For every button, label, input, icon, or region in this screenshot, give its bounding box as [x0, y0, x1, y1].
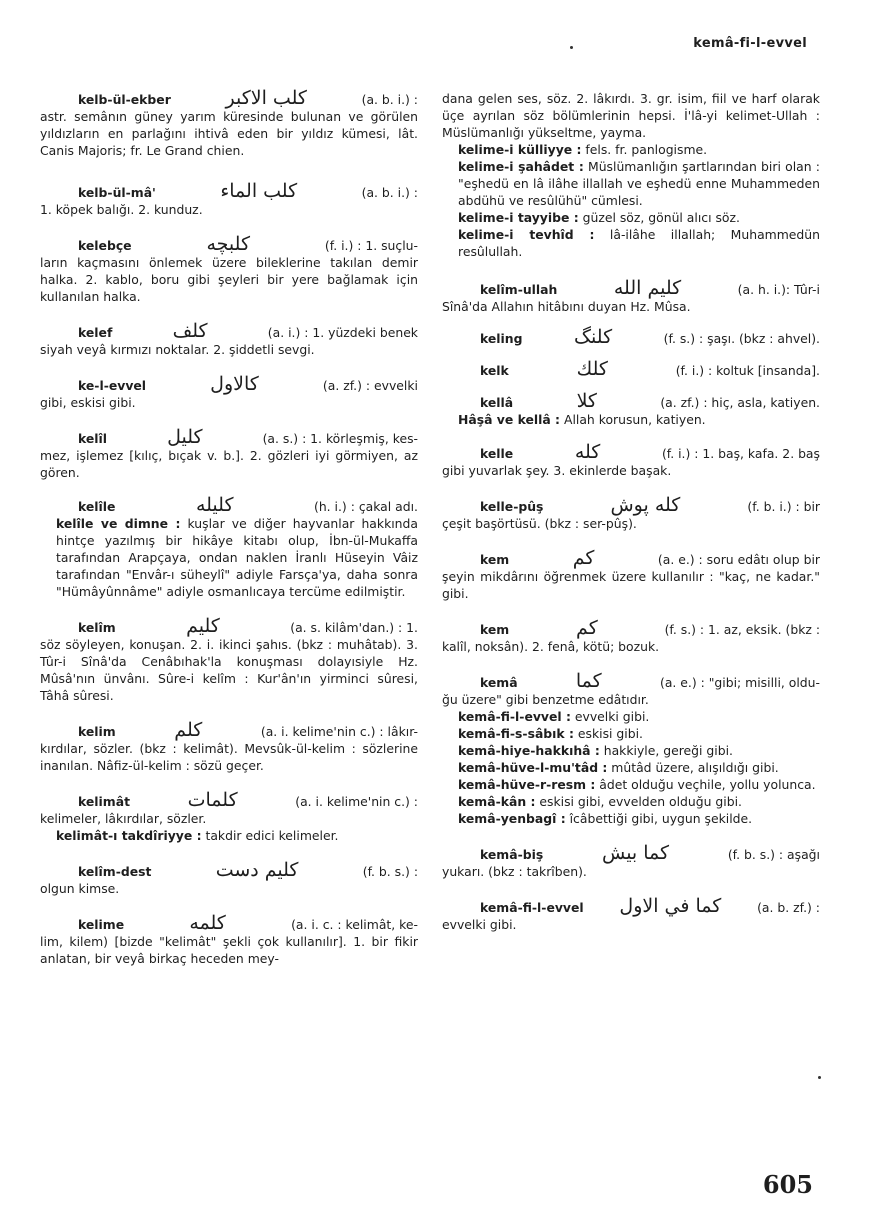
- sub-entry-label: kemâ-fi-l-evvel :: [458, 709, 571, 724]
- sub-entry-definition: âdet olduğu veçhile, yollu yolunca.: [599, 777, 816, 792]
- arabic-script: كلف: [172, 320, 208, 342]
- headword-line: [442, 326, 820, 348]
- sub-entry: [442, 708, 820, 725]
- sub-entry-definition: Allah korusun, katiyen.: [563, 412, 706, 427]
- headword: kelîm-dest: [78, 864, 152, 879]
- arabic-script: كلك: [576, 358, 608, 380]
- dictionary-entry: [40, 233, 418, 305]
- sub-entry-label: Hâşâ ve kellâ :: [458, 412, 561, 427]
- headword-line: [40, 859, 418, 881]
- sub-entry: [40, 515, 418, 600]
- dictionary-entry: [40, 373, 418, 411]
- headword: kelîm: [78, 620, 116, 635]
- definition: dana gelen ses, söz. 2. lâkırdı. 3. gr. isim, fiil ve harf olarak üçe ayrılan söz bölümlerinin hepsi. İ'lâ-yi kelimet-Ullah : Müslümanlığı yükseltme, yayma.: [442, 91, 820, 140]
- grammar-info: (a. i. kelime'nin c.) :: [295, 794, 418, 809]
- grammar-info: (f. s.) : 1. az, eksik. (bkz :: [664, 622, 820, 637]
- sub-entry-definition: takdir edici kelimeler.: [205, 828, 339, 843]
- sub-entry-label: kemâ-hüve-l-mu'tâd :: [458, 760, 608, 775]
- headword-line: [442, 547, 820, 569]
- grammar-info: (a. e.) : "gibi; misilli, oldu-: [659, 675, 820, 690]
- definition: ların kaçmasını önlemek üzere bileklerine takılan demir halka. 2. kablo, boru gibi şeyleri bir yere bağlamak için kullanılan halka.: [40, 255, 418, 304]
- headword-line: [40, 87, 418, 109]
- arabic-script: كلا: [576, 390, 597, 412]
- sub-entry-label: kemâ-fi-s-sâbık :: [458, 726, 574, 741]
- headword-line: [40, 373, 418, 395]
- headword: kemâ: [480, 675, 518, 690]
- dictionary-entry: [442, 326, 820, 348]
- dictionary-entry: [40, 859, 418, 897]
- definition: evvelki gibi.: [442, 917, 517, 932]
- grammar-info: (a. h. i.): Tûr-i: [737, 282, 820, 297]
- definition: astr. semânın güney yarım küresinde bulunan ve görülen yıldızların en parlağını ihtivâ eden bir yıldız kümesi, lât. Canis Majoris; fr. Le Grand chien.: [40, 109, 418, 158]
- dictionary-entry: [442, 670, 820, 827]
- sub-entry-definition: Müslümanlığın şartlarından biri olan : "eşhedü en lâ ilâhe illallah ve eşhedü enne Muhammeden abdühü ve resûlühü" cümlesi.: [458, 159, 820, 208]
- headword-line: [40, 615, 418, 637]
- sub-entry: [442, 226, 820, 260]
- arabic-script: كلم: [174, 719, 203, 741]
- headword: kelef: [78, 325, 113, 340]
- definition: siyah veyâ kırmızı noktalar. 2. şiddetli sevgi.: [40, 342, 315, 357]
- arabic-script: كم: [576, 617, 598, 639]
- headword: kelîm-ullah: [480, 282, 558, 297]
- sub-entry-definition: güzel söz, gönül alıcı söz.: [582, 210, 740, 225]
- arabic-script: كله: [574, 441, 601, 463]
- headword: kelîl: [78, 431, 108, 446]
- grammar-info: (f. b. s.) : aşağı: [727, 847, 820, 862]
- sub-entry: [40, 827, 418, 844]
- headword: kemâ-fi-l-evvel: [480, 900, 584, 915]
- sub-entry: [442, 725, 820, 742]
- grammar-info: (a. zf.) : hiç, asla, katiyen.: [660, 395, 820, 410]
- sub-entry: [442, 141, 820, 158]
- arabic-script: كله پوش: [610, 494, 681, 516]
- sub-entry: [442, 158, 820, 209]
- dictionary-entry: [40, 320, 418, 358]
- definition: ğu üzere" gibi benzetme edâtıdır.: [442, 692, 649, 707]
- grammar-info: (f. i.) : 1. baş, kafa. 2. baş: [661, 446, 820, 461]
- definition: Sînâ'da Allahın hitâbını duyan Hz. Mûsa.: [442, 299, 691, 314]
- print-speck: [570, 46, 573, 49]
- grammar-info: (f. b. i.) : bir: [747, 499, 820, 514]
- grammar-info: (a. s. kilâm'dan.) : 1.: [290, 620, 418, 635]
- sub-entry-label: kemâ-hüve-r-resm :: [458, 777, 596, 792]
- dictionary-entry: [40, 426, 418, 481]
- dictionary-entry: [442, 617, 820, 655]
- arabic-script: كم: [572, 547, 595, 569]
- dictionary-entry: [442, 494, 820, 532]
- arabic-script: كلنگ: [574, 326, 613, 348]
- headword-line: [40, 320, 418, 342]
- sub-entry-definition: lâ-ilâhe illallah; Muhammedün resûlullah.: [458, 227, 821, 259]
- headword: kelim: [78, 724, 116, 739]
- sub-entry-label: kemâ-yenbagî :: [458, 811, 566, 826]
- print-speck: [818, 1076, 821, 1079]
- sub-entry: [442, 810, 820, 827]
- definition: şeyin mikdârını öğrenmek üzere kullanılır : "kaç, ne kadar." gibi.: [442, 569, 820, 601]
- sub-entry: [442, 209, 820, 226]
- grammar-info: (h. i.) : çakal adı.: [313, 499, 418, 514]
- definition: kalîl, noksân). 2. fenâ, kötü; bozuk.: [442, 639, 660, 654]
- sub-entry-definition: hakkiyle, gereği gibi.: [603, 743, 733, 758]
- sub-entry-definition: fels. fr. panlogisme.: [585, 142, 708, 157]
- sub-entry-label: kelime-i tayyibe :: [458, 210, 579, 225]
- headword-line: [442, 617, 820, 639]
- sub-entry-definition: eskisi gibi.: [577, 726, 643, 741]
- arabic-script: كليم دست: [215, 859, 299, 881]
- headword: kemâ-biş: [480, 847, 544, 862]
- grammar-info: (a. b. zf.) :: [757, 900, 820, 915]
- headword-line: [40, 180, 418, 202]
- headword-line: [40, 233, 418, 255]
- grammar-info: (f. s.) : şaşı. (bkz : ahvel).: [663, 331, 820, 346]
- sub-entry: [442, 793, 820, 810]
- grammar-info: (a. i. c. : kelimât, ke-: [291, 917, 418, 932]
- arabic-script: كلبچه: [206, 233, 251, 255]
- headword-line: [40, 719, 418, 741]
- arabic-script: كما بيش: [601, 842, 670, 864]
- dictionary-entry: [442, 358, 820, 380]
- page-number: 605: [762, 1170, 813, 1199]
- sub-entry-label: kelimât-ı takdîriyye :: [56, 828, 202, 843]
- headword: kelk: [480, 363, 509, 378]
- definition: yukarı. (bkz : takrîben).: [442, 864, 587, 879]
- grammar-info: (a. b. i.) :: [361, 92, 418, 107]
- left-column: [40, 87, 418, 967]
- grammar-info: (a. e.) : soru edâtı olup bir: [657, 552, 820, 567]
- arabic-script: كما في الاول: [619, 895, 722, 917]
- definition: 1. köpek balığı. 2. kunduz.: [40, 202, 203, 217]
- headword: kem: [480, 552, 510, 567]
- headword-line: [442, 895, 820, 917]
- definition: kelimeler, lâkırdılar, sözler.: [40, 811, 207, 826]
- definition: gibi, eskisi gibi.: [40, 395, 136, 410]
- sub-entry: [442, 759, 820, 776]
- arabic-script: كليم الله: [613, 277, 682, 299]
- headword: kelimât: [78, 794, 131, 809]
- sub-entry-definition: eskisi gibi, evvelden olduğu gibi.: [539, 794, 742, 809]
- sub-entry-label: kemâ-kân :: [458, 794, 536, 809]
- definition: söz söyleyen, konuşan. 2. i. ikinci şahıs. (bkz : muhâtab). 3. Tûr-i Sînâ'da Cenâbıhak'la konuşması dolayısiyle Hz. Mûsâ'nın ünvânı. Sûre-i kelîm : Kur'ân'ın yirminci sûresi, Tâhâ sûresi.: [40, 637, 418, 703]
- arabic-script: كليله: [195, 494, 234, 516]
- grammar-info: (a. zf.) : evvelki: [322, 378, 418, 393]
- headword-line: [442, 494, 820, 516]
- dictionary-entry: [442, 277, 820, 315]
- sub-entry-definition: îcâbettiği gibi, uygun şekilde.: [569, 811, 753, 826]
- headword: kelime: [78, 917, 125, 932]
- headword: kelîle: [78, 499, 116, 514]
- grammar-info: (a. i.) : 1. yüzdeki benek: [267, 325, 418, 340]
- headword-line: [442, 842, 820, 864]
- dictionary-entry: [442, 895, 820, 933]
- arabic-script: كلب الماء: [220, 180, 298, 202]
- dictionary-entry: [442, 547, 820, 602]
- headword-line: [40, 912, 418, 934]
- dictionary-entry: [442, 842, 820, 880]
- headword: kelb-ül-ekber: [78, 92, 171, 107]
- headword-line: [442, 358, 820, 380]
- dictionary-entry: [40, 912, 418, 967]
- sub-entry-definition: mûtâd üzere, alışıldığı gibi.: [611, 760, 779, 775]
- arabic-script: كلب الاكبر: [225, 87, 307, 109]
- sub-entry-definition: evvelki gibi.: [574, 709, 650, 724]
- definition: olgun kimse.: [40, 881, 120, 896]
- sub-entry: [442, 776, 820, 793]
- definition: kırdılar, sözler. (bkz : kelimât). Mevsûk-ül-kelim : sözlerine inanılan. Nâfiz-ül-kelim : sözü geçer.: [40, 741, 418, 773]
- headword: kelle-pûş: [480, 499, 544, 514]
- definition: lim, kilem) [bizde "kelimât" şekli çok kullanılır]. 1. bir fikir anlatan, bir veyâ birkaç heceden mey-: [40, 934, 418, 966]
- running-head: kemâ-fi-l-evvel: [693, 36, 807, 51]
- headword-line: [442, 441, 820, 463]
- sub-entry-label: kelîle ve dimne :: [56, 516, 181, 531]
- headword-line: [40, 426, 418, 448]
- dictionary-entry: [442, 390, 820, 428]
- grammar-info: (f. i.) : koltuk [insanda].: [675, 363, 820, 378]
- right-column: [442, 90, 820, 933]
- headword-line: [40, 494, 418, 516]
- dictionary-entry: [442, 441, 820, 479]
- dictionary-entry: [40, 719, 418, 774]
- headword-line: [442, 670, 820, 692]
- definition: çeşit başörtüsü. (bkz : ser-pûş).: [442, 516, 637, 531]
- dictionary-entry: [40, 494, 418, 600]
- arabic-script: كلمات: [187, 789, 238, 811]
- grammar-info: (a. b. i.) :: [361, 185, 418, 200]
- dictionary-entry: [40, 87, 418, 159]
- headword: kem: [480, 622, 510, 637]
- sub-entry-label: kelime-i tevhîd :: [458, 227, 595, 242]
- grammar-info: (f. b. s.) :: [362, 864, 418, 879]
- arabic-script: كالاول: [210, 373, 259, 395]
- headword: kelle: [480, 446, 514, 461]
- grammar-info: (a. s.) : 1. körleşmiş, kes-: [262, 431, 418, 446]
- grammar-info: (f. i.) : 1. suçlu-: [324, 238, 418, 253]
- dictionary-entry: [40, 615, 418, 704]
- headword: ke-l-evvel: [78, 378, 147, 393]
- dictionary-entry: [40, 789, 418, 844]
- sub-entry-label: kelime-i şahâdet :: [458, 159, 584, 174]
- sub-entry-label: kemâ-hiye-hakkıhâ :: [458, 743, 600, 758]
- dictionary-entry: [40, 180, 418, 218]
- grammar-info: (a. i. kelime'nin c.) : lâkır-: [260, 724, 418, 739]
- arabic-script: كلمه: [189, 912, 226, 934]
- headword-line: [40, 789, 418, 811]
- sub-entry-label: kelime-i külliyye :: [458, 142, 582, 157]
- sub-entry: [442, 742, 820, 759]
- sub-entry-definition: kuşlar ve diğer hayvanlar hakkında hintçe yazılmış bir hikâye kitabı olup, İbn-ül-Mukaffa tarafından Arapçaya, ondan naklen İranlı Hüseyin Vâiz tarafından "Envâr-ı süheylî" adiyle Farsça'ya, daha sonra "Hümâyûnnâme" adiyle osmanlıcaya tercüme edilmiştir.: [56, 516, 418, 599]
- definition: gibi yuvarlak şey. 3. ekinlerde başak.: [442, 463, 672, 478]
- arabic-script: كليل: [167, 426, 203, 448]
- dictionary-entry: [442, 90, 820, 260]
- headword: keling: [480, 331, 523, 346]
- headword-line: [442, 390, 820, 412]
- headword: kellâ: [480, 395, 514, 410]
- definition: mez, işlemez [kılıç, bıçak v. b.]. 2. gözleri iyi görmiyen, az gören.: [40, 448, 418, 480]
- headword-line: [442, 277, 820, 299]
- sub-entry: [442, 411, 820, 428]
- arabic-script: كما: [575, 670, 602, 692]
- headword: kelb-ül-mâ': [78, 185, 156, 200]
- arabic-script: كليم: [186, 615, 220, 637]
- headword: kelebçe: [78, 238, 132, 253]
